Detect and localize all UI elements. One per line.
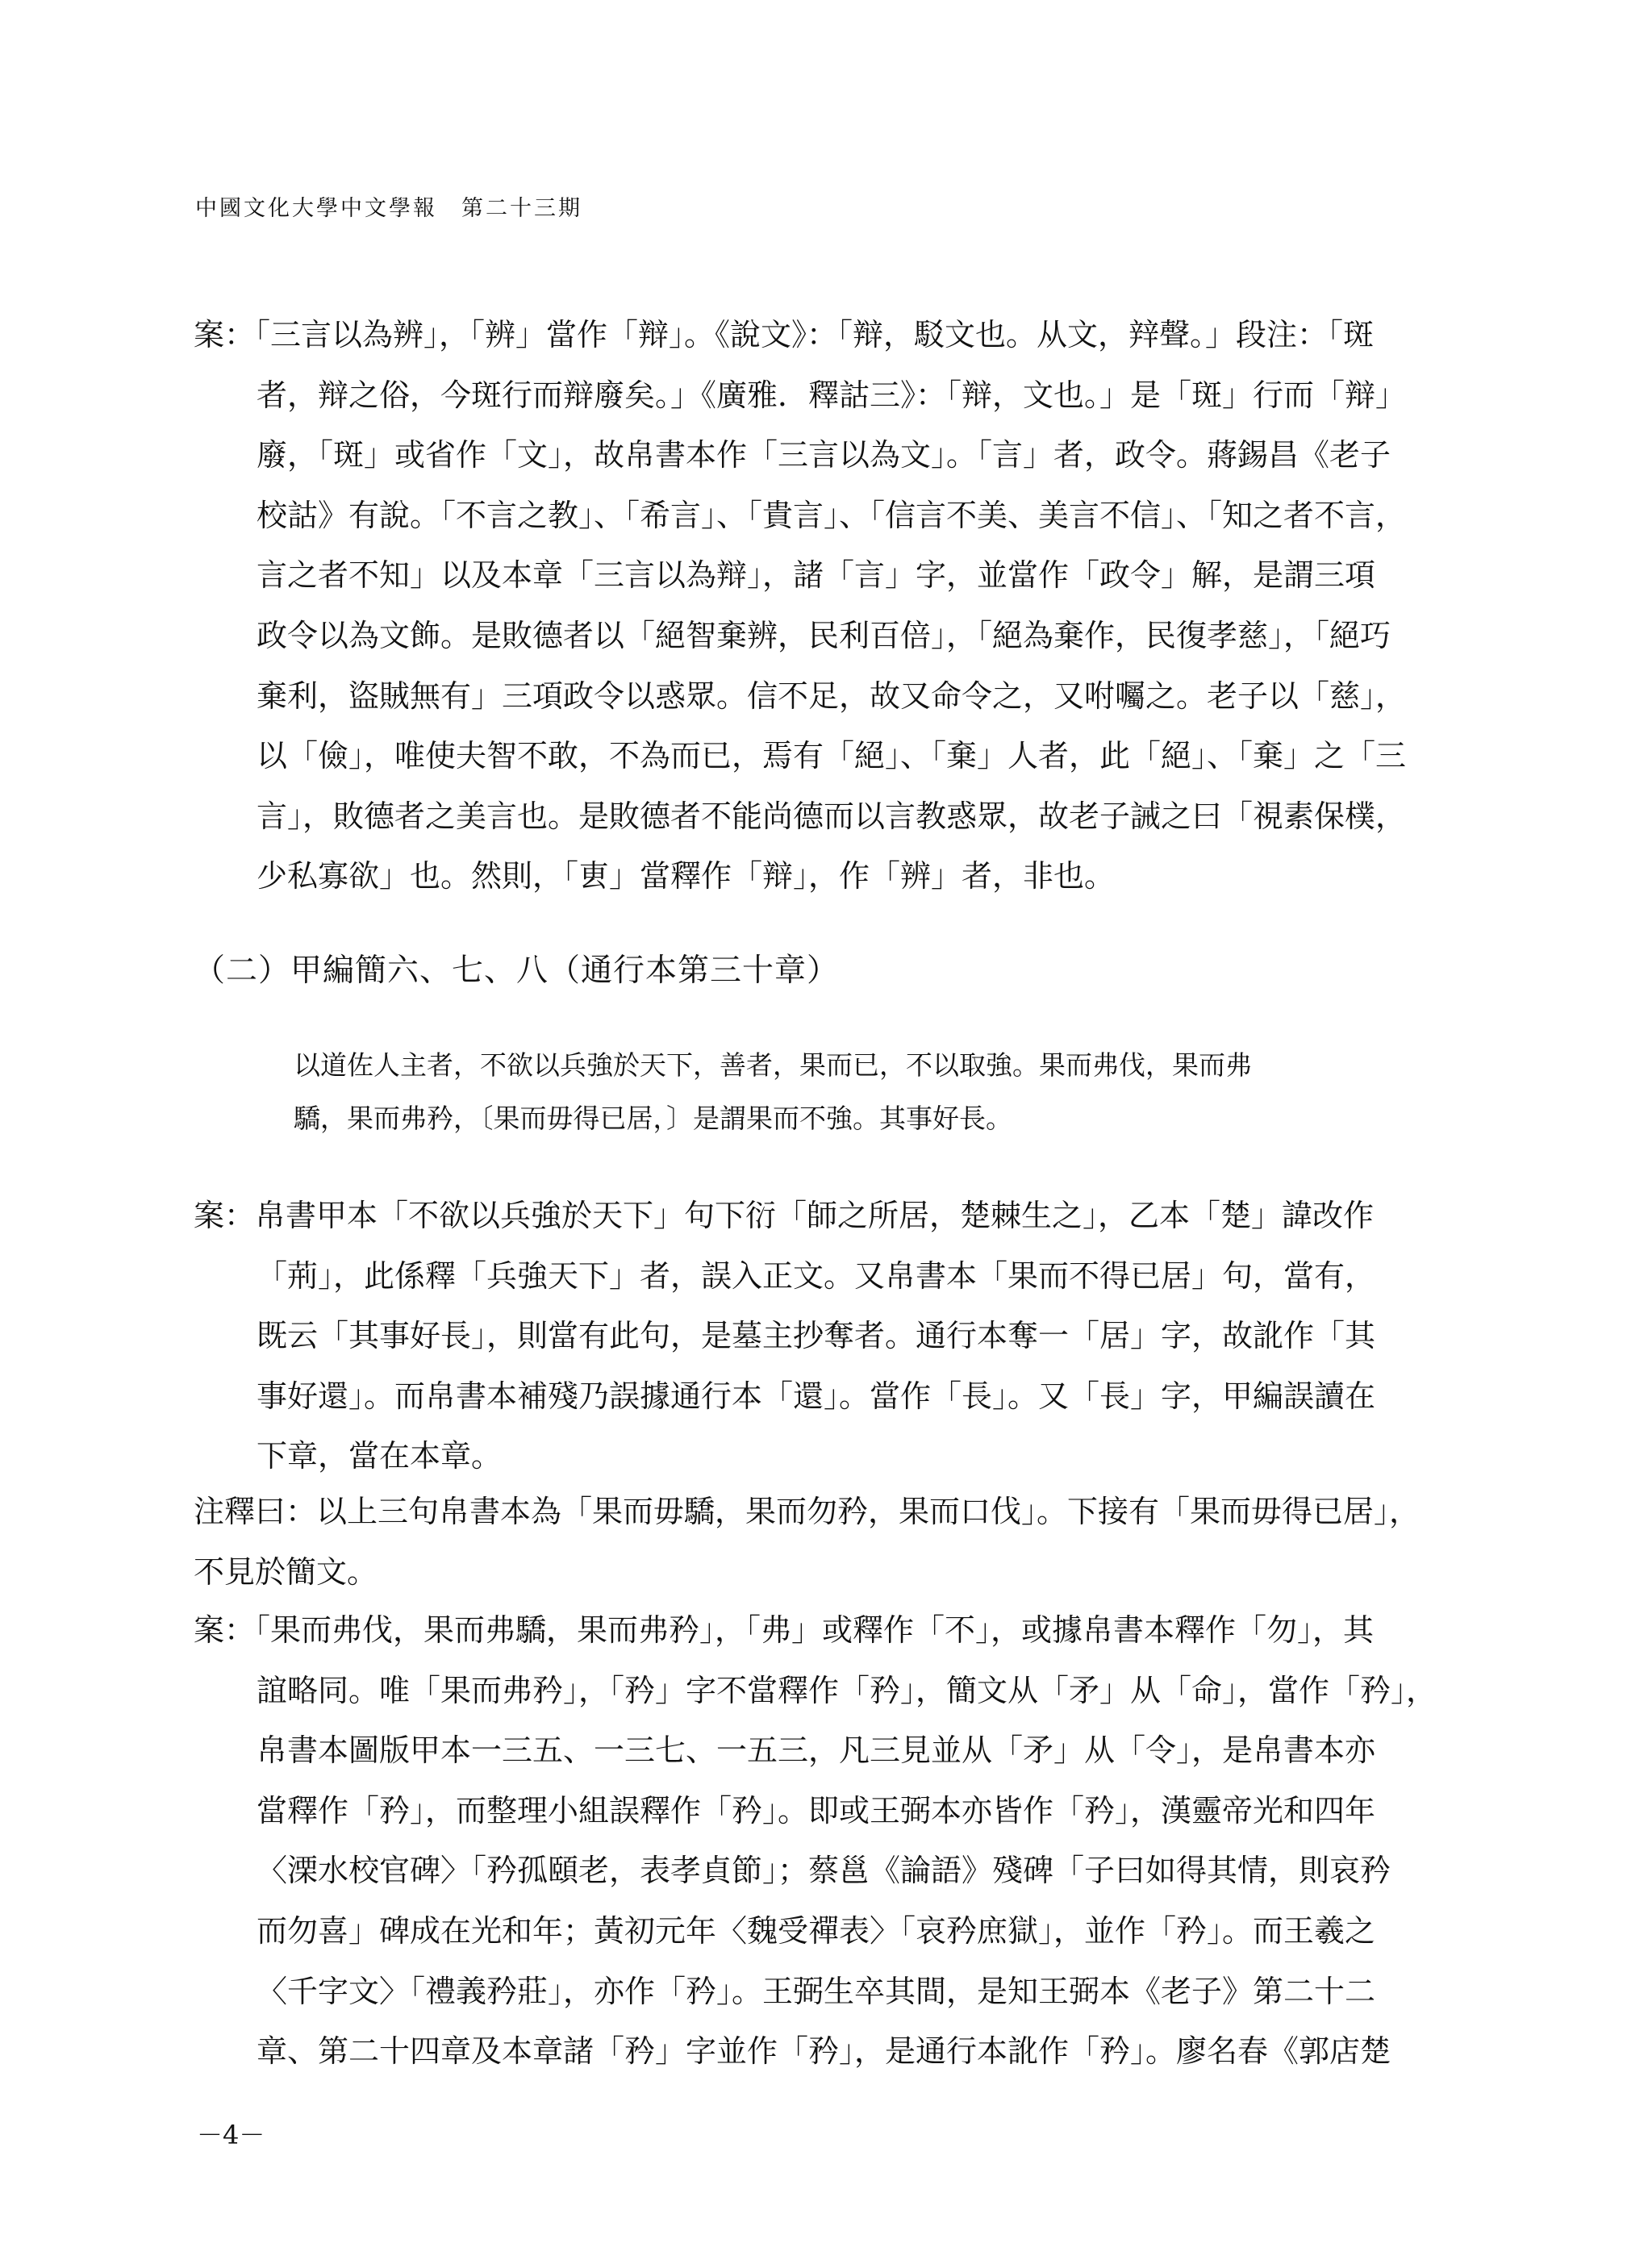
text-line: 「荊」，此係釋「兵強天下」者，誤入正文。又帛書本「果而不得已居」句，當有， <box>257 1257 1376 1294</box>
text-line: 案：「果而弗伐，果而弗驕，果而弗矜」，「弗」或釋作「不」，或據帛書本釋作「勿」，其 <box>194 1612 1375 1648</box>
text-line: 誼略同。唯「果而弗矜」，「矜」字不當釋作「矜」，簡文从「矛」从「命」，當作「矜」， <box>257 1672 1437 1708</box>
text-line: 〈溧水校官碑〉「矜孤頤老，表孝貞節」；蔡邕《論語》殘碑「子曰如得其情，則哀矜 <box>257 1853 1391 1889</box>
text-line: 校詁》有說。「不言之教」、「希言」、「貴言」、「信言不美、美言不信」、「知之者不言， <box>257 497 1407 533</box>
text-line: 而勿喜」碑成在光和年；黃初元年〈魏受禪表〉「哀矜庶獄」，並作「矜」。而王羲之 <box>257 1912 1376 1949</box>
text-line: 言之者不知」以及本章「三言以為辩」，諸「言」字，並當作「政令」解，是謂三項 <box>257 557 1376 594</box>
text-line: 章、第二十四章及本章諸「矜」字並作「矜」，是通行本訛作「矜」。廖名春《郭店楚 <box>257 2033 1391 2070</box>
text-line: 既云「其事好長」，則當有此句，是墓主抄奪者。通行本奪一「居」字，故訛作「其 <box>257 1318 1376 1354</box>
commentary-block-1 <box>194 305 1458 907</box>
text-line: 〈千字文〉「禮義矜莊」，亦作「矜」。王弼生卒其間，是知王弼本《老子》第二十二 <box>257 1973 1376 2009</box>
text-line: 政令以為文飾。是敗德者以「絕智棄辨，民利百倍」，「絕為棄作，民復孝慈」，「絕巧 <box>257 617 1391 653</box>
text-line: 廢，「斑」或省作「文」，故帛書本作「三言以為文」。「言」者，政令。蔣錫昌《老子 <box>257 437 1391 473</box>
text-line: 言」，敗德者之美言也。是敗德者不能尚德而以言教惑眾，故老子誡之曰「視素保樸， <box>257 798 1407 834</box>
text-line: 當釋作「矜」，而整理小組誤釋作「矜」。即或王弼本亦皆作「矜」，漢靈帝光和四年 <box>257 1792 1376 1828</box>
text-line: 不見於簡文。 <box>194 1553 378 1590</box>
annotation-block <box>194 1482 1458 1602</box>
text-line: 案：「三言以為辨」，「辨」當作「辩」。《說文》：「辩，駁文也。从文，辡聲。」段注：「斑 <box>194 317 1375 352</box>
quote-line: 以道佐人主者，不欲以兵強於天下，善者，果而已，不以取強。果而弗伐，果而弗 <box>294 1049 1252 1081</box>
journal-header: 中國文化大學中文學報 第二十三期 <box>195 196 582 221</box>
commentary-block-2 <box>194 1186 1458 1487</box>
text-line: 以「儉」，唯使夫智不敢，不為而已，焉有「絕」、「棄」人者，此「絕」、「棄」之「三 <box>257 738 1407 774</box>
quote-line: 驕，果而弗矜，〔果而毋得已居，〕是謂果而不強。其事好長。 <box>294 1103 1012 1134</box>
quoted-passage <box>294 1039 1455 1145</box>
text-line: 注釋曰：以上三句帛書本為「果而毋驕，果而勿矜，果而口伐」。下接有「果而毋得已居」， <box>194 1494 1420 1529</box>
text-line: 事好還」。而帛書本補殘乃誤據通行本「還」。當作「長」。又「長」字，甲編誤讀在 <box>257 1378 1376 1414</box>
page-number: －4－ <box>197 2120 265 2150</box>
commentary-block-3 <box>194 1600 1458 2082</box>
text-line: 案：帛書甲本「不欲以兵強於天下」句下衍「師之所居，楚棘生之」，乙本「楚」諱改作 <box>194 1198 1375 1233</box>
text-line: 帛書本圖版甲本一三五、一三七、一五三，凡三見並从「矛」从「令」，是帛書本亦 <box>257 1733 1376 1769</box>
text-line: 下章，當在本章。 <box>257 1438 503 1474</box>
section-heading: （二）甲編簡六、七、八（通行本第三十章） <box>194 953 840 989</box>
text-line: 少私寡欲」也。然則，「叀」當釋作「辩」，作「辨」者，非也。 <box>257 858 1116 894</box>
text-line: 棄利，盜賊無有」三項政令以惑眾。信不足，故又命令之，又咐囑之。老子以「慈」， <box>257 678 1407 714</box>
text-line: 者，辩之俗，今斑行而辩廢矣。」《廣雅．釋詁三》：「辩，文也。」是「斑」行而「辩」 <box>257 377 1407 413</box>
